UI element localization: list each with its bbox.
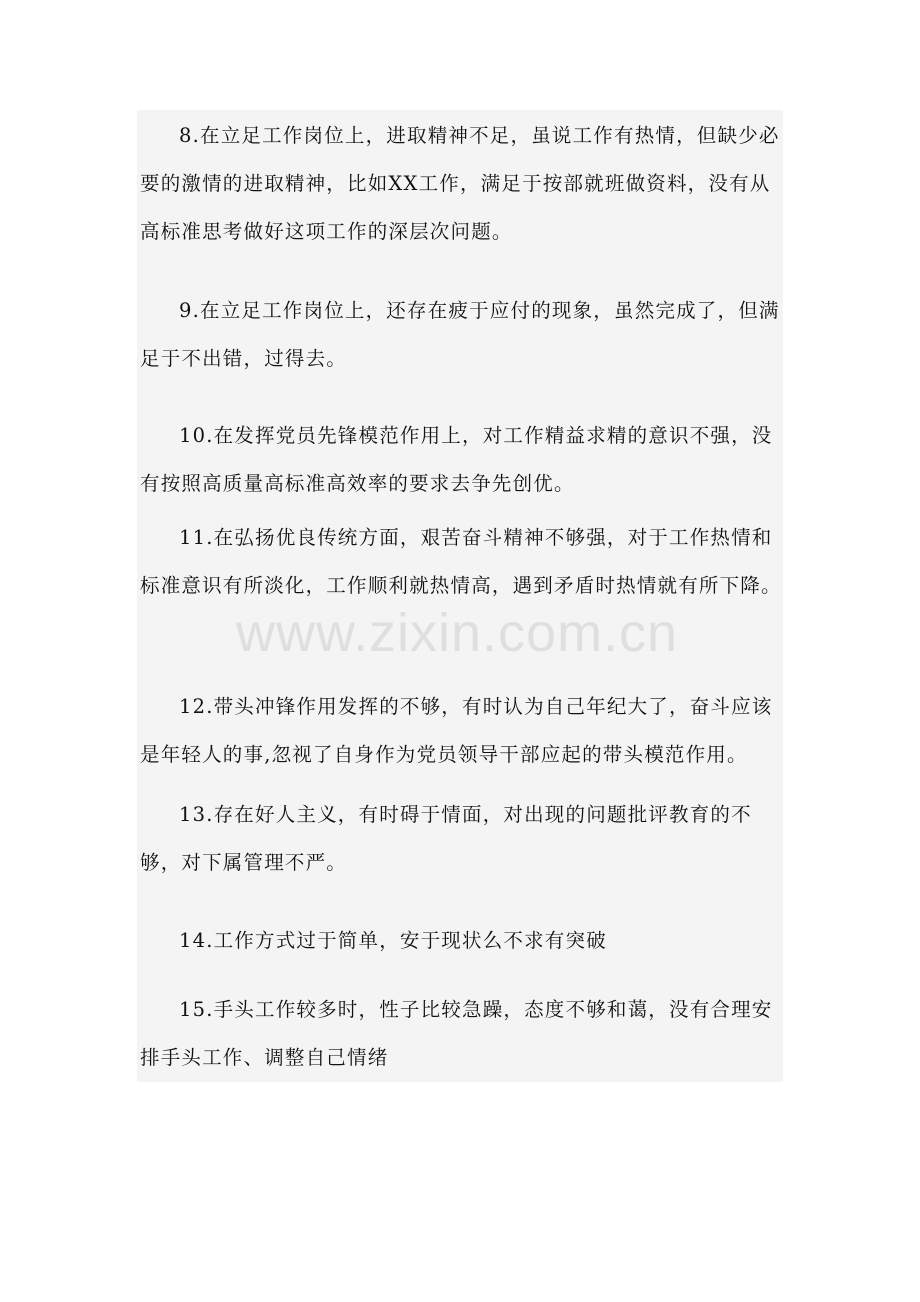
watermark: www.zixin.com.cn: [236, 603, 679, 663]
paragraph-10: 10.在发挥党员先锋模范作用上，对工作精益求精的意识不强，没有按照高质量高标准高效率的要求去争先创优。: [140, 424, 773, 495]
paragraph-15: 15.手头工作较多时，性子比较急躁，态度不够和蔼，没有合理安排手头工作、调整自己情绪: [140, 998, 773, 1069]
paragraph-13: 13.存在好人主义，有时碍于情面，对出现的问题批评教育的不够，对下属管理不严。: [140, 803, 752, 874]
paragraph-14: 14.工作方式过于简单，安于现状么不求有突破: [179, 929, 607, 952]
paragraph-9: 9.在立足工作岗位上，还存在疲于应付的现象，虽然完成了，但满足于不出错，过得去。: [140, 299, 780, 370]
paragraph-8: 8.在立足工作岗位上，进取精神不足，虽说工作有热情，但缺少必要的激情的进取精神，比如XX工作，满足于按部就班做资料，没有从高标准思考做好这项工作的深层次问题。: [140, 124, 780, 243]
paragraph-11: 11.在弘扬优良传统方面，艰苦奋斗精神不够强，对于工作热情和标准意识有所淡化，工作顺利就热情高，遇到矛盾时热情就有所下降。: [140, 526, 782, 597]
paragraph-12: 12.带头冲锋作用发挥的不够，有时认为自己年纪大了，奋斗应该是年轻人的事,忽视了自身作为党员领导干部应起的带头模范作用。: [140, 695, 773, 766]
document-page: [137, 110, 783, 1082]
